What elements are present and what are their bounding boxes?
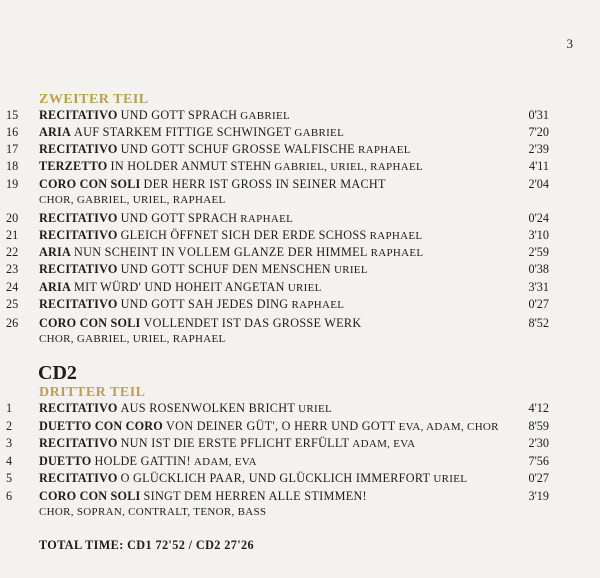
track-row — [0, 400, 600, 416]
track-time: 0'27 — [528, 471, 549, 485]
track-performers: CHOR, GABRIEL, URIEL, RAPHAEL — [39, 333, 226, 345]
track-time: 2'04 — [528, 177, 549, 191]
track-number: 17 — [6, 142, 19, 156]
track-time: 2'39 — [528, 142, 549, 156]
track-number: 26 — [6, 316, 19, 330]
track-title: AUF STARKEM FITTIGE SCHWINGET — [74, 125, 292, 139]
track-performers: CHOR, SOPRAN, CONTRALT, TENOR, BASS — [39, 506, 267, 518]
track-singers: URIEL — [433, 473, 468, 485]
track-row — [0, 124, 600, 140]
track-title: MIT WÜRD' UND HOHEIT ANGETAN — [74, 280, 285, 294]
track-row — [0, 279, 600, 295]
track-row — [0, 261, 600, 277]
track-form: DUETTO CON CORO — [39, 419, 163, 433]
track-form: CORO CON SOLI — [39, 489, 141, 503]
page-number: 3 — [566, 36, 573, 51]
track-form: TERZETTO — [39, 159, 108, 173]
track-form: RECITATIVO — [39, 401, 118, 415]
track-time: 0'38 — [528, 262, 549, 276]
track-performers: CHOR, GABRIEL, URIEL, RAPHAEL — [39, 194, 226, 206]
track-number: 15 — [6, 108, 19, 122]
track-row — [0, 107, 600, 123]
track-time: 0'27 — [528, 297, 549, 311]
track-form: RECITATIVO — [39, 262, 118, 276]
track-number: 25 — [6, 297, 19, 311]
track-number: 4 — [6, 454, 13, 468]
track-title: O GLÜCKLICH PAAR, UND GLÜCKLICH IMMERFORT — [120, 471, 431, 485]
track-time: 7'56 — [528, 454, 549, 468]
track-title: NUN SCHEINT IN VOLLEM GLANZE DER HIMMEL — [74, 245, 368, 259]
track-time: 8'52 — [528, 316, 549, 330]
track-title: AUS ROSENWOLKEN BRICHT — [120, 401, 296, 415]
track-singers: GABRIEL — [294, 127, 345, 139]
track-singers: GABRIEL, URIEL, RAPHAEL — [274, 161, 423, 173]
track-time: 8'59 — [528, 419, 549, 433]
track-form: CORO CON SOLI — [39, 177, 141, 191]
track-title: VON DEINER GÜT', O HERR UND GOTT — [166, 419, 396, 433]
total-time: TOTAL TIME: CD1 72'52 / CD2 27'26 — [39, 538, 254, 552]
track-title: HOLDE GATTIN! — [94, 454, 191, 468]
track-time: 7'20 — [528, 125, 549, 139]
track-singers: EVA, ADAM, CHOR — [398, 421, 499, 433]
track-time: 3'31 — [528, 280, 549, 294]
track-row — [0, 435, 600, 451]
track-number: 22 — [6, 245, 19, 259]
track-form: RECITATIVO — [39, 228, 118, 242]
track-row — [0, 227, 600, 243]
track-number: 5 — [6, 471, 13, 485]
track-form: RECITATIVO — [39, 108, 118, 122]
cd2-title: CD2 — [38, 362, 77, 384]
section-heading-zweiter-teil: ZWEITER TEIL — [39, 92, 149, 107]
track-title: VOLLENDET IST DAS GROSSE WERK — [143, 316, 362, 330]
track-title: DER HERR IST GROSS IN SEINER MACHT — [143, 177, 386, 191]
track-singers: ADAM, EVA — [193, 456, 257, 468]
track-form: RECITATIVO — [39, 471, 118, 485]
track-singers: RAPHAEL — [369, 230, 423, 242]
track-title: UND GOTT SCHUF DEN MENSCHEN — [120, 262, 331, 276]
track-time: 0'31 — [528, 108, 549, 122]
track-singers: RAPHAEL — [240, 213, 294, 225]
track-title: UND GOTT SCHUF GROSSE WALFISCHE — [120, 142, 355, 156]
track-row — [0, 296, 600, 312]
track-singers: RAPHAEL — [357, 144, 411, 156]
track-form: RECITATIVO — [39, 297, 118, 311]
track-row — [0, 315, 600, 331]
section-heading-dritter-teil: DRITTER TEIL — [39, 385, 146, 400]
track-singers: URIEL — [287, 282, 322, 294]
track-row — [0, 488, 600, 504]
track-form: RECITATIVO — [39, 436, 118, 450]
track-singers: URIEL — [298, 403, 333, 415]
track-number: 24 — [6, 280, 19, 294]
track-title: UND GOTT SAH JEDES DING — [120, 297, 289, 311]
track-singers: RAPHAEL — [291, 299, 345, 311]
track-row — [0, 418, 600, 434]
track-title: UND GOTT SPRACH — [120, 108, 238, 122]
track-row — [0, 453, 600, 469]
track-time: 2'30 — [528, 436, 549, 450]
track-singers: ADAM, EVA — [352, 438, 416, 450]
track-time: 0'24 — [528, 211, 549, 225]
track-number: 6 — [6, 489, 13, 503]
track-number: 3 — [6, 436, 13, 450]
track-time: 4'12 — [528, 401, 549, 415]
track-form: RECITATIVO — [39, 211, 118, 225]
track-form: ARIA — [39, 280, 71, 294]
track-row — [0, 158, 600, 174]
track-form: DUETTO — [39, 454, 92, 468]
track-number: 18 — [6, 159, 19, 173]
track-title: GLEICH ÖFFNET SICH DER ERDE SCHOSS — [120, 228, 367, 242]
track-number: 20 — [6, 211, 19, 225]
track-form: RECITATIVO — [39, 142, 118, 156]
track-row — [0, 470, 600, 486]
track-time: 3'10 — [528, 228, 549, 242]
track-form: ARIA — [39, 245, 71, 259]
track-number: 16 — [6, 125, 19, 139]
track-row — [0, 244, 600, 260]
track-row — [0, 141, 600, 157]
track-number: 21 — [6, 228, 19, 242]
track-time: 4'11 — [528, 159, 549, 173]
track-number: 1 — [6, 401, 13, 415]
track-title: IN HOLDER ANMUT STEHN — [110, 159, 272, 173]
track-form: ARIA — [39, 125, 71, 139]
track-row — [0, 176, 600, 192]
track-number: 2 — [6, 419, 13, 433]
track-title: UND GOTT SPRACH — [120, 211, 238, 225]
track-time: 2'59 — [528, 245, 549, 259]
track-row — [0, 210, 600, 226]
track-singers: RAPHAEL — [370, 247, 424, 259]
track-form: CORO CON SOLI — [39, 316, 141, 330]
track-number: 19 — [6, 177, 19, 191]
track-singers: URIEL — [333, 264, 368, 276]
track-title: SINGT DEM HERREN ALLE STIMMEN! — [143, 489, 367, 503]
track-title: NUN IST DIE ERSTE PFLICHT ERFÜLLT — [120, 436, 350, 450]
track-singers: GABRIEL — [240, 110, 291, 122]
track-time: 3'19 — [528, 489, 549, 503]
track-number: 23 — [6, 262, 19, 276]
